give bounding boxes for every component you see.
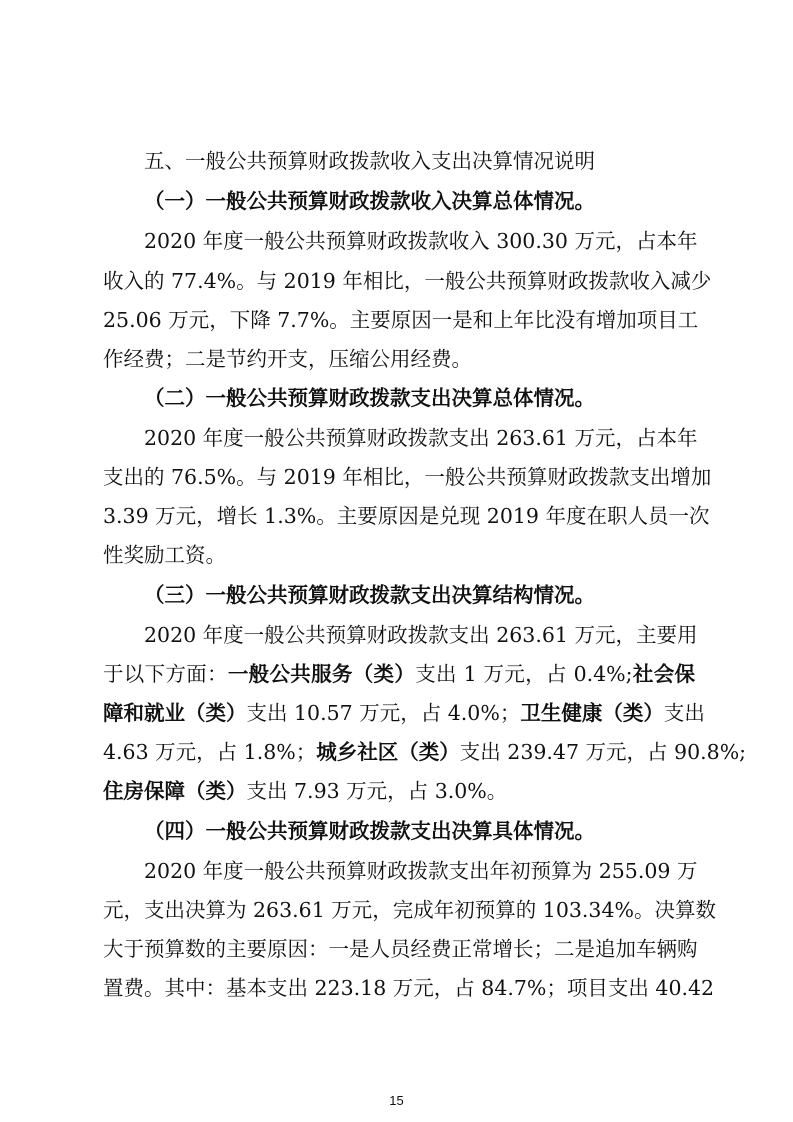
paragraph-line: 2020 年度一般公共预算财政拨款支出 263.61 万元，主要用 — [144, 623, 698, 647]
subsection-heading-2: （二）一般公共预算财政拨款支出决算总体情况。 — [144, 386, 595, 410]
category-label: 住房保障（类） — [103, 779, 247, 803]
paragraph-line: 置费。其中：基本支出 223.18 万元，占 84.7%；项目支出 40.42 — [103, 976, 715, 1000]
text-span: 支出 1 万元，占 0.4%; — [415, 662, 633, 686]
paragraph-line — [103, 738, 747, 766]
paragraph-line: 收入的 77.4%。与 2019 年相比，一般公共预算财政拨款收入减少 — [103, 269, 712, 293]
text-span: 支出 — [663, 701, 705, 725]
page-number: 15 — [389, 1093, 404, 1108]
paragraph-line: 元，支出决算为 263.61 万元，完成年初预算的 103.34%。决算数 — [103, 898, 716, 922]
text-span: 于以下方面： — [103, 662, 228, 686]
paragraph-line: 支出的 76.5%。与 2019 年相比，一般公共预算财政拨款支出增加 — [103, 465, 712, 489]
section-title: 五、一般公共预算财政拨款收入支出决算情况说明 — [144, 149, 595, 173]
paragraph-line: 2020 年度一般公共预算财政拨款支出年初预算为 255.09 万 — [144, 859, 698, 883]
subsection-heading-4: （四）一般公共预算财政拨款支出决算具体情况。 — [144, 819, 595, 843]
paragraph-line: 大于预算数的主要原因：一是人员经费正常增长；二是追加车辆购 — [103, 937, 698, 961]
paragraph-line: 性奖励工资。 — [103, 543, 226, 567]
subsection-heading-1: （一）一般公共预算财政拨款收入决算总体情况。 — [144, 189, 595, 213]
category-label: 障和就业（类） — [103, 701, 247, 725]
subsection-heading-3: （三）一般公共预算财政拨款支出决算结构情况。 — [144, 583, 595, 607]
category-label: 社会保 — [632, 662, 696, 686]
paragraph-line: 作经费；二是节约开支，压缩公用经费。 — [103, 347, 472, 371]
paragraph-line: 25.06 万元，下降 7.7%。主要原因一是和上年比没有增加项目工 — [103, 308, 699, 332]
category-label: 卫生健康（类） — [520, 701, 664, 725]
text-span: 4.63 万元，占 1.8%； — [103, 740, 317, 764]
text-span: 支出 239.47 万元，占 90.8%; — [459, 740, 747, 764]
paragraph-line: 2020 年度一般公共预算财政拨款支出 263.61 万元，占本年 — [144, 426, 698, 450]
paragraph-line: 3.39 万元，增长 1.3%。主要原因是兑现 2019 年度在职人员一次 — [103, 504, 710, 528]
text-span: 支出 10.57 万元，占 4.0%； — [246, 701, 521, 725]
paragraph-line — [103, 777, 507, 805]
paragraph-line: 2020 年度一般公共预算财政拨款收入 300.30 万元，占本年 — [144, 229, 698, 253]
category-label: 一般公共服务（类） — [227, 662, 416, 686]
paragraph-line — [103, 660, 695, 688]
category-label: 城乡社区（类） — [316, 740, 460, 764]
paragraph-line — [103, 699, 705, 727]
text-span: 支出 7.93 万元，占 3.0%。 — [246, 779, 508, 803]
